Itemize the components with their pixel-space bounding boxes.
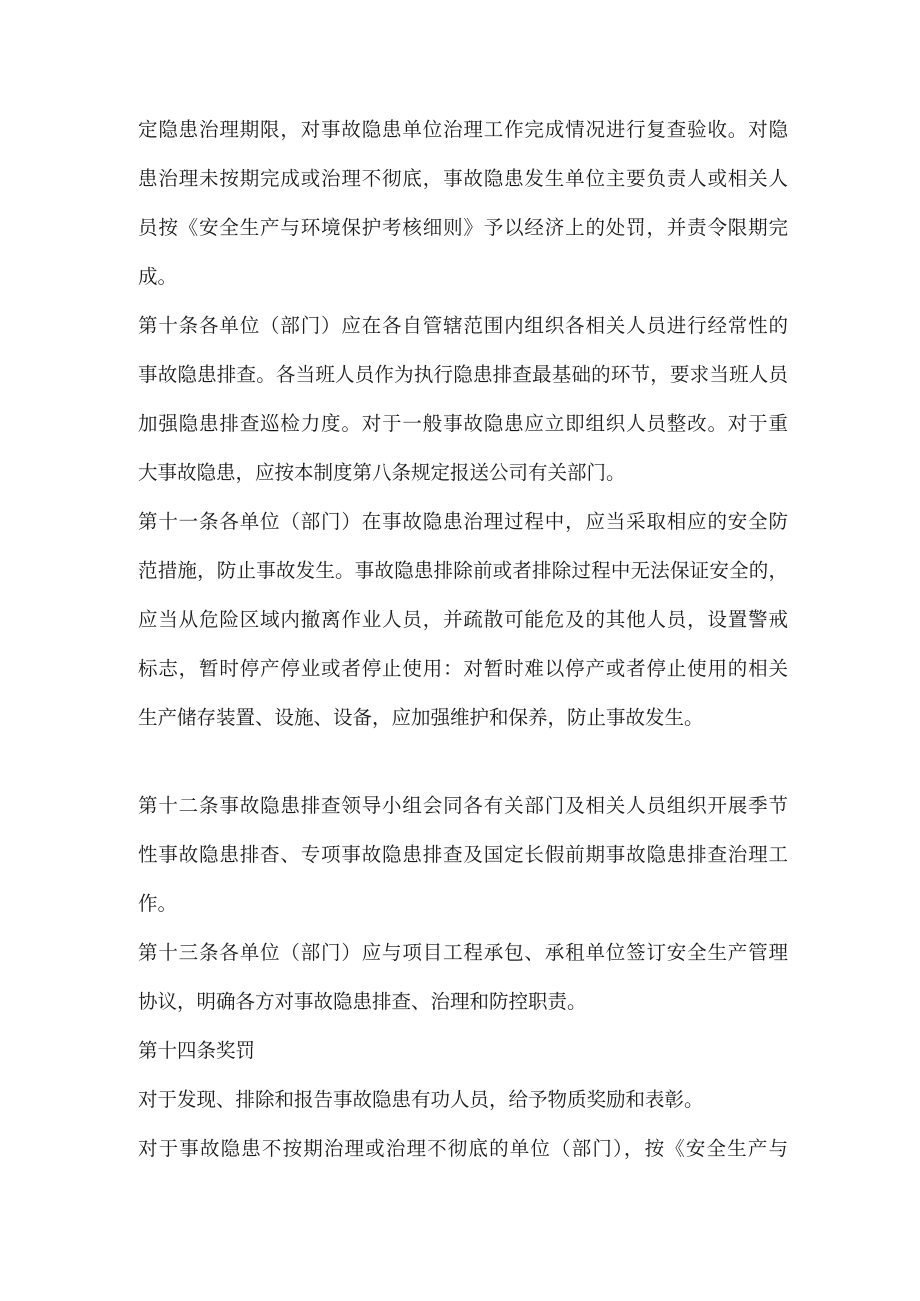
text-line: 成。 (138, 265, 178, 288)
text-line: 定隐患治理期限，对事故隐患单位治理工作完成情况进行复查验收。对隐 (138, 118, 788, 141)
text-line: 应当从危险区域内撤离作业人员，并疏散可能危及的其他人员，设置警戒 (138, 608, 788, 631)
text-line: 第十条各单位（部门）应在各自管辖范围内组织各相关人员进行经常性的 (138, 314, 788, 337)
text-line: 第十二条事故隐患排查领导小组会同各有关部门及相关人员组织开展季节 (138, 794, 788, 817)
text-line: 加强隐患排查巡检力度。对于一般事故隐患应立即组织人员整改。对于重 (138, 412, 788, 435)
text-line: 协议，明确各方对事故隐患排查、治理和防控职责。 (138, 990, 587, 1013)
section-heading: 第十四条奖罚 (138, 1039, 256, 1062)
text-line: 大事故隐患，应按本制度第八条规定报送公司有关部门。 (138, 461, 626, 484)
text-line: 范措施，防止事故发生。事故隐患排除前或者排除过程中无法保证安全的， (138, 559, 788, 582)
text-line: 对于发现、排除和报告事故隐患有功人员，给予物质奖励和表彰。 (138, 1088, 704, 1111)
text-line: 第十一条各单位（部门）在事故隐患治理过程中，应当采取相应的安全防 (138, 510, 788, 533)
text-line: 员按《安全生产与环境保护考核细则》予以经济上的处罚，并责令限期完 (138, 216, 788, 239)
text-line: 作。 (138, 892, 178, 915)
text-line: 患治理未按期完成或治理不彻底，事故隐患发生单位主要负责人或相关人 (138, 167, 788, 190)
text-line: 第十三条各单位（部门）应与项目工程承包、承租单位签订安全生产管理 (138, 941, 788, 964)
text-line: 事故隐患排查。各当班人员作为执行隐患排查最基础的环节，要求当班人员 (138, 363, 788, 386)
text-line: 生产储存装置、设施、设备，应加强维护和保养，防止事故发生。 (138, 706, 704, 729)
text-line: 对于事故隐患不按期治理或治理不彻底的单位（部门），按《安全生产与 (138, 1137, 788, 1160)
text-line: 标志，暂时停产停业或者停止使用：对暂时难以停产或者停止使用的相关 (138, 657, 788, 680)
text-line: 性事故隐患排杳、专项事故隐患排查及国定长假前期事故隐患排查治理工 (138, 843, 788, 866)
